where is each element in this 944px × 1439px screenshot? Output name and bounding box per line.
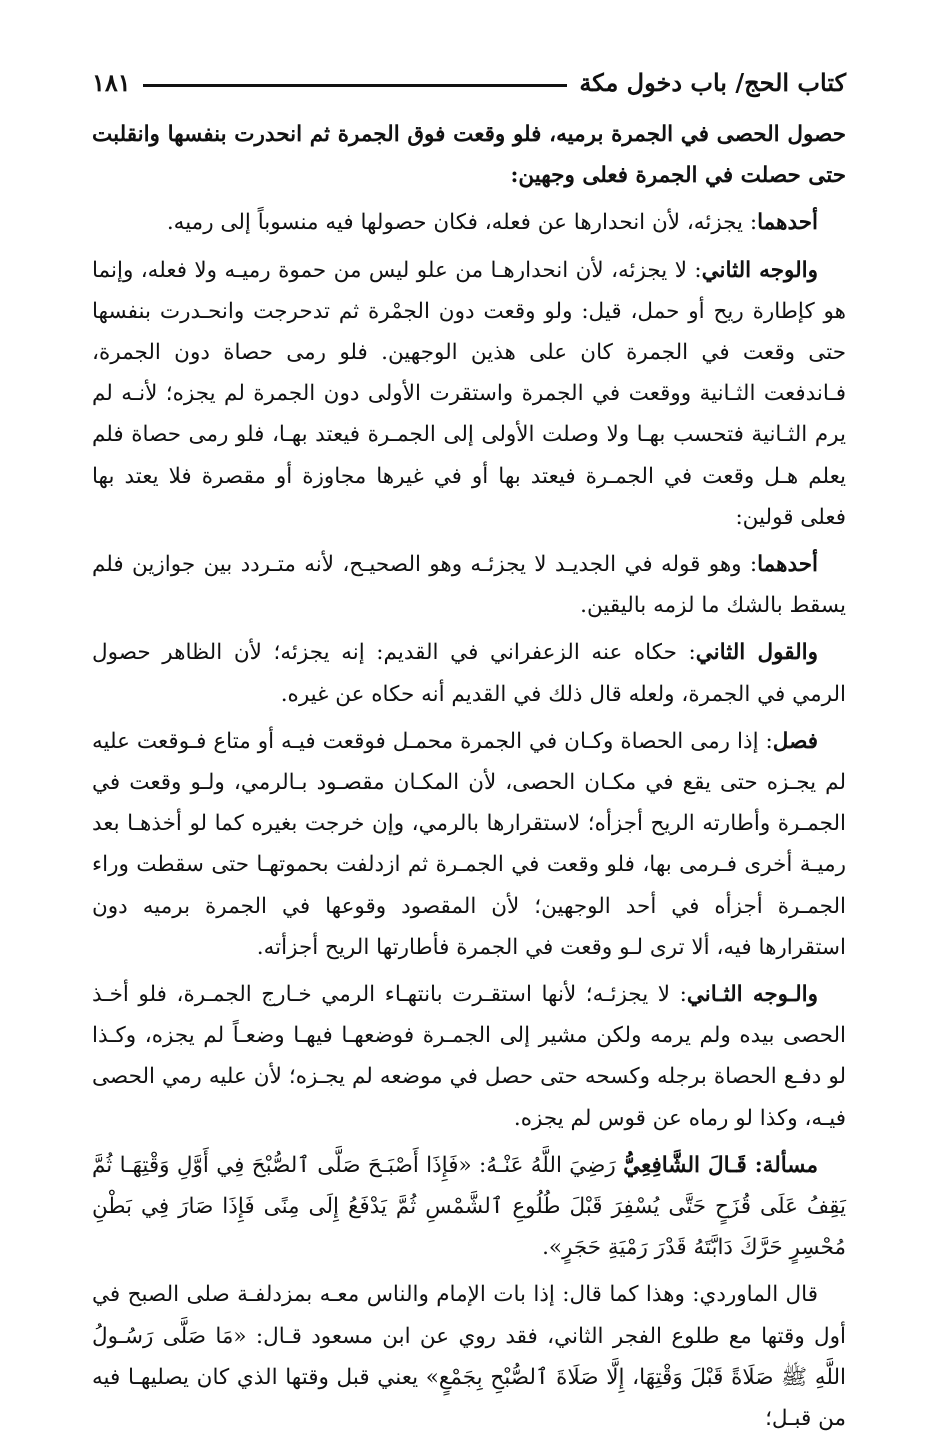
paragraph-lead: فصل (772, 728, 818, 754)
paragraph: أحدهما: وهو قوله في الجديـد لا يجزئـه وهو الصحيـح، لأنه متـردد بين جوازين فلم يسقط بالشك ما لزمه باليقين. (92, 552, 846, 619)
paragraph-lead: والـوجه الثـاني (686, 982, 818, 1008)
chapter-title: كتاب الحج/ باب دخول مكة (579, 67, 846, 97)
paragraph: فصل: إذا رمى الحصاة وكـان في الجمرة محمـل فوقعت فيـه أو متاع فـوقعت عليه لم يجـزه حتى يقع في مكـان الحصى، لأن المكـان مقصـود بـالرمي، ولـو وقعت في الجمـرة وأطارته الريح أجزأه؛ لاستقرارها بالرمي، وإن خرجت بغيره كما لو أخذهـا بعد رميـة أخرى فـرمى بها، فلو وقعت في الجمـرة ثم ازدلفت بحموتهـا حتى سقطت وراء الجمـرة أجزأه في أحد الوجهين؛ لأن المقصود وقوعها في الجمرة برميه دون استقرارها فيه، ألا ترى لـو وقعت في الجمرة فأطارتها الريح أجزأته. (92, 728, 846, 960)
paragraph: والـوجه الثـاني: لا يجزئـه؛ لأنها استقـرت بانتهـاء الرمي خـارج الجمـرة، فلو أخـذ الحصى بيده ولم يرمه ولكن مشير إلى الجمـرة فوضعهـا فيهـا وضعـاً لم يجزه، وكـذا لو دفـع الحصاة برجله وكسحه حتى حصل في موضعه لم يجـزه؛ لأن عليه رمي الحصى فيـه، وكذا لو رماه عن قوس لم يجزه. (92, 982, 846, 1131)
paragraph-lead: والوجه الثاني (701, 257, 818, 283)
paragraph: أحدهما: يجزئه، لأن انحدارها عن فعله، فكان حصولها فيه منسوباً إلى رميه. (166, 210, 818, 236)
paragraph: قال الماوردي: وهذا كما قال: إذا بات الإمام والناس معـه بمزدلفـة صلى الصبح في أول وقتها مع طلوع الفجر الثاني، فقد روي عن ابن مسعود قـال: «مَا صَلَّى رَسُـولُ اللَّهِ ﷺ صَلَاةً قَبْلَ وَقْتِهَا، إِلَّا صَلَاةَ ٱلصُّبْحِ بِجَمْعٍ» يعني قبل وقتها الذي كان يصليهـا فيه من قبـل؛ (92, 1282, 846, 1432)
text-body (92, 114, 846, 1439)
page-number: ١٨١ (92, 67, 131, 97)
paragraph-lead: والقول الثاني (695, 640, 819, 666)
paragraph: والقول الثاني: حكاه عنه الزعفراني في القديم: إنه يجزئه؛ لأن الظاهر حصول الرمي في الجمرة، ولعله قال ذلك في القديم أنه حكاه عن غيره. (92, 640, 846, 707)
paragraph: والوجه الثاني: لا يجزئه، لأن انحدارهـا من علو ليس من حموة رميـه ولا فعله، وإنما هو كإطارة ريح أو حمل، قيل: ولو وقعت دون الجمْرة ثم تدحرجت وانحـدرت بنفسها حتى وقعت في الجمرة كان على هذين الوجهين. فلو رمى حصاة دون الجمرة، فـاندفعت الثـانية ووقعت في الجمرة واستقرت الأولى دون الجمرة لم يجزه؛ لأنـه لم يرم الثـانية فتحسب بهـا ولا وصلت الأولى إلى الجمـرة فيعتد بهـا، فلو رمى حصاة فلم يعلم هـل وقعت في الجمـرة فيعتد بها أو في غيرها مجاوزة أو مقصرة فلا يعتد بها فعلى قولين: (92, 257, 847, 530)
running-header (92, 62, 846, 102)
paragraph-lead: أحدهما (757, 210, 818, 236)
header-rule (143, 84, 568, 87)
paragraph-lead: أحدهما (757, 552, 818, 578)
paragraph-continued: حصول الحصى في الجمرة برميه، فلو وقعت فوق الجمرة ثم انحدرت بنفسها وانقلبت حتى حصلت في الجمرة فعلى وجهين: (92, 122, 846, 189)
paragraph-lead: مسألة: قَـالَ الشَّافِعِيُّ (623, 1152, 818, 1178)
masala-paragraph: مسألة: قَـالَ الشَّافِعِيُّ رَضِيَ اللَّهُ عَنْـهُ: «فَإِذَا أَصْبَـحَ صَلَّى ٱلصُّبْحَ فِي أَوَّلِ وَقْتِهَـا ثُمَّ يَقِفُ عَلَى قُزَحٍ حَتَّى يُسْفِرَ قَبْلَ طُلُوعِ ٱلشَّمْسِ ثُمَّ يَدْفَعُ إِلَى مِنًى فَإِذَا صَارَ فِي بَطْنِ مُحْسِرٍ حَرَّكَ دَابَّتَهُ قَدْرَ رَمْيَةِ حَجَرٍ». (92, 1152, 846, 1261)
